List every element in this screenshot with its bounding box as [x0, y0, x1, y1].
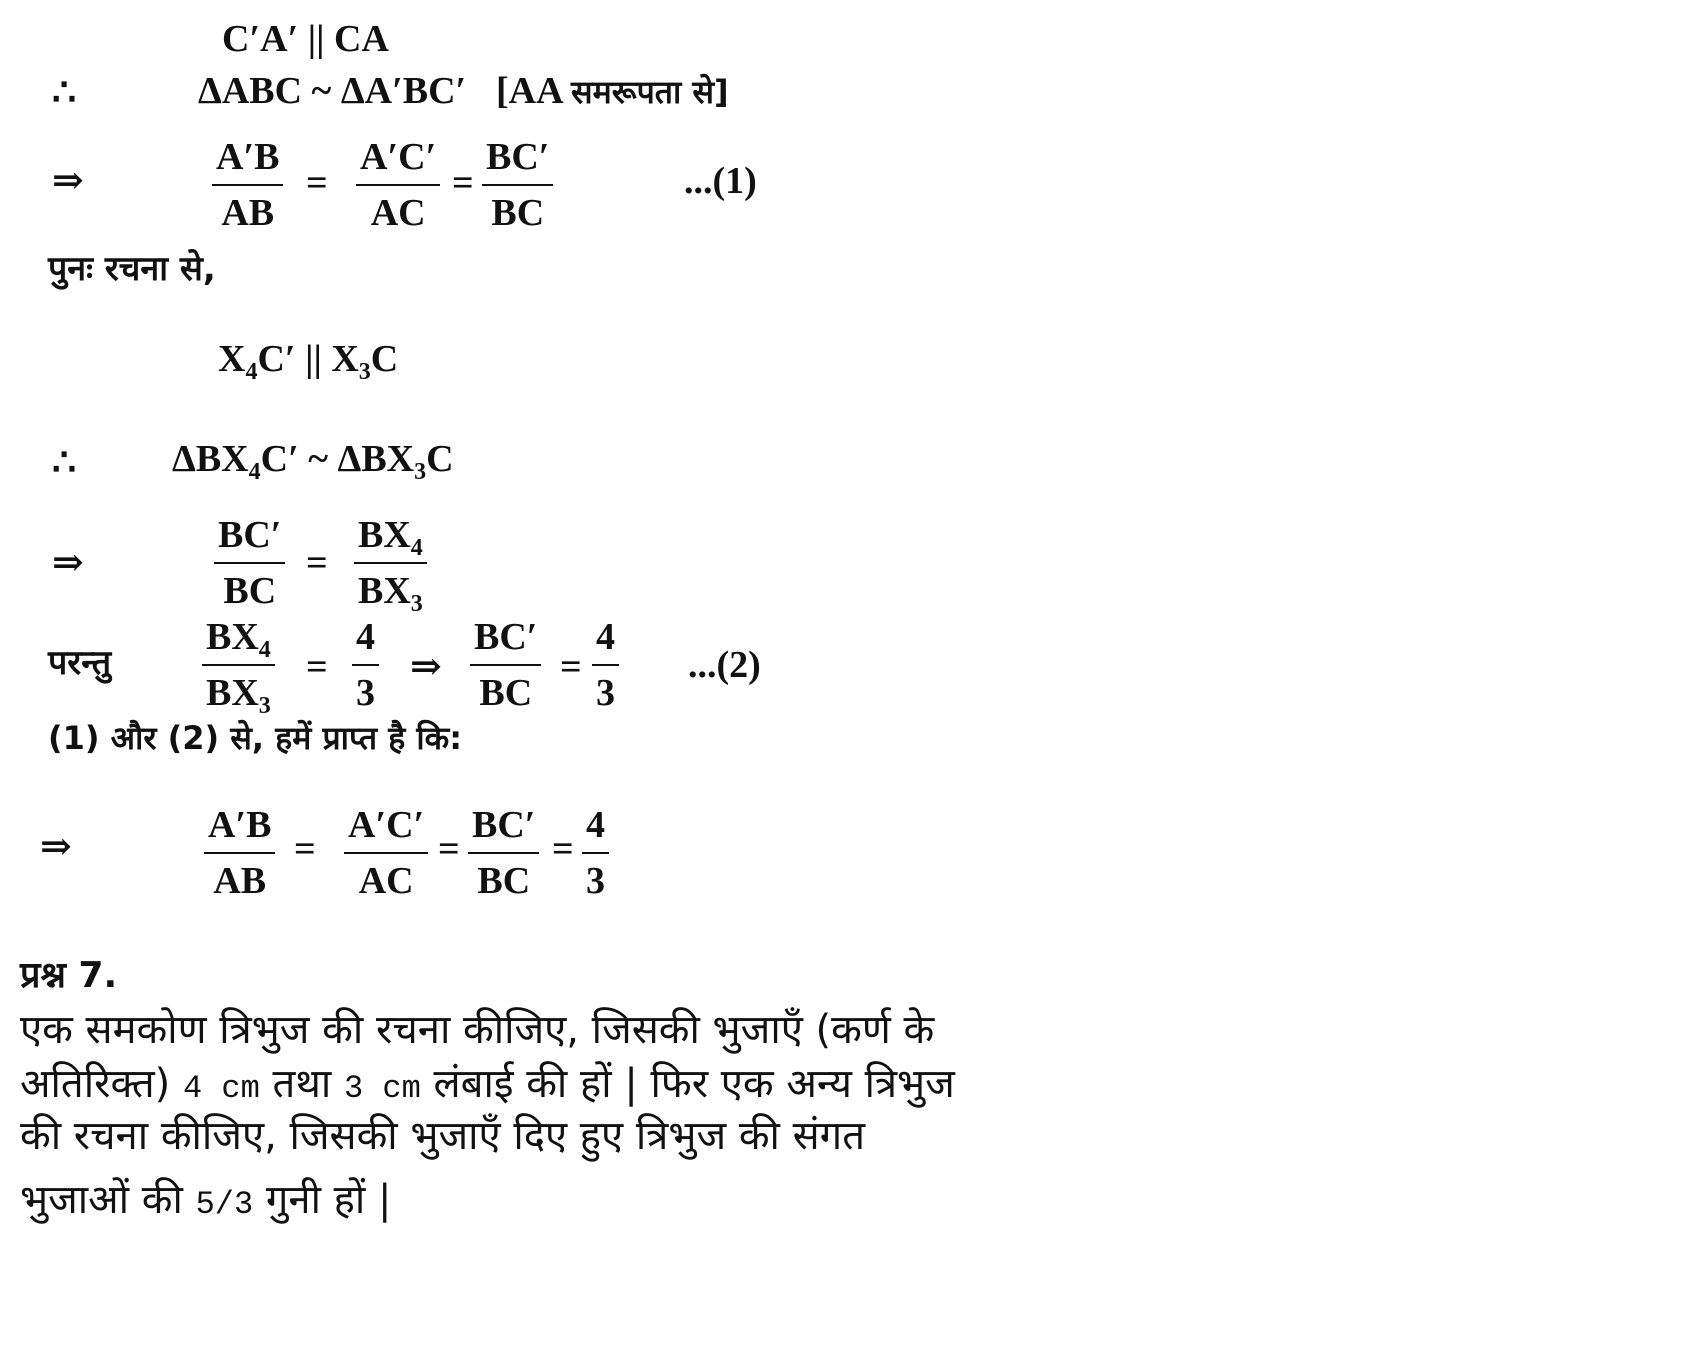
fraction-four-thirds: $\frac{4}{3}$ — [352, 618, 379, 712]
equals-sign: = — [306, 646, 328, 688]
question-line-1: एक समकोण त्रिभुज की रचना कीजिए, जिसकी भुजाएँ (कर्ण के — [20, 1007, 935, 1053]
implies-symbol: ⇒ — [410, 646, 442, 688]
parallel-statement-1: C′A′ || CA — [222, 18, 389, 60]
question-heading: प्रश्न 7. — [20, 955, 118, 996]
fraction-four-thirds: $\frac{4}{3}$ — [592, 618, 619, 712]
ratio-bc1-bc: $\frac{BC'}{BC}$ — [468, 806, 539, 900]
again-by-construction: पुनः रचना से, — [48, 249, 216, 289]
implies-symbol: ⇒ — [52, 542, 84, 584]
equals-sign: = — [294, 828, 316, 870]
question-line-3: की रचना कीजिए, जिसकी भुजाएँ दिए हुए त्रिभुज की संगत — [20, 1113, 865, 1159]
ratio-bx4-bx3: $\frac{BX_4}{BX_3}$ — [202, 618, 275, 712]
similarity-reason: [AA समरूपता से] — [496, 70, 729, 112]
question-line-2: अतिरिक्त) 4 cm तथा 3 cm लंबाई की हों | फिर एक अन्य त्रिभुज — [20, 1061, 955, 1107]
equation-tag-2: ...(2) — [688, 644, 761, 686]
equals-sign: = — [306, 162, 328, 204]
ratio-bc1-bc: $\frac{BC'}{BC}$ — [470, 618, 541, 712]
ratio-a1b-ab: $\frac{A'B}{AB}$ — [212, 138, 283, 232]
equals-sign: = — [552, 828, 574, 870]
implies-symbol: ⇒ — [40, 826, 72, 868]
similarity-statement-1: ΔABC ~ ΔA′BC′ — [198, 70, 467, 112]
ratio-bx4-bx3: $\frac{BX_4}{BX_3}$ — [354, 516, 427, 610]
therefore-symbol: ∴ — [52, 442, 77, 484]
similarity-statement-2: $\Delta BX_4C'$ ~ $\Delta BX_3C$ — [172, 438, 454, 485]
from-1-and-2: (1) और (2) से, हमें प्राप्त है कि: — [48, 719, 463, 757]
equals-sign: = — [438, 828, 460, 870]
equals-sign: = — [560, 646, 582, 688]
therefore-symbol: ∴ — [52, 72, 77, 114]
ratio-a1c1-ac: $\frac{A'C'}{AC}$ — [344, 806, 428, 900]
question-line-4: भुजाओं की 5/3 गुनी हों | — [20, 1177, 392, 1223]
but-label: परन्तु — [48, 643, 112, 683]
equals-sign: = — [452, 162, 474, 204]
ratio-bc1-bc: $\frac{BC'}{BC}$ — [214, 516, 285, 610]
equals-sign: = — [306, 542, 328, 584]
ratio-a1b-ab: $\frac{A'B}{AB}$ — [204, 806, 275, 900]
implies-symbol: ⇒ — [52, 160, 84, 202]
fraction-four-thirds: $\frac{4}{3}$ — [582, 806, 609, 900]
parallel-statement-2: $X_4C'$ || $X_3C$ — [218, 338, 399, 385]
ratio-bc1-bc: $\frac{BC'}{BC}$ — [482, 138, 553, 232]
equation-tag-1: ...(1) — [684, 160, 757, 202]
ratio-a1c1-ac: $\frac{A'C'}{AC}$ — [356, 138, 440, 232]
